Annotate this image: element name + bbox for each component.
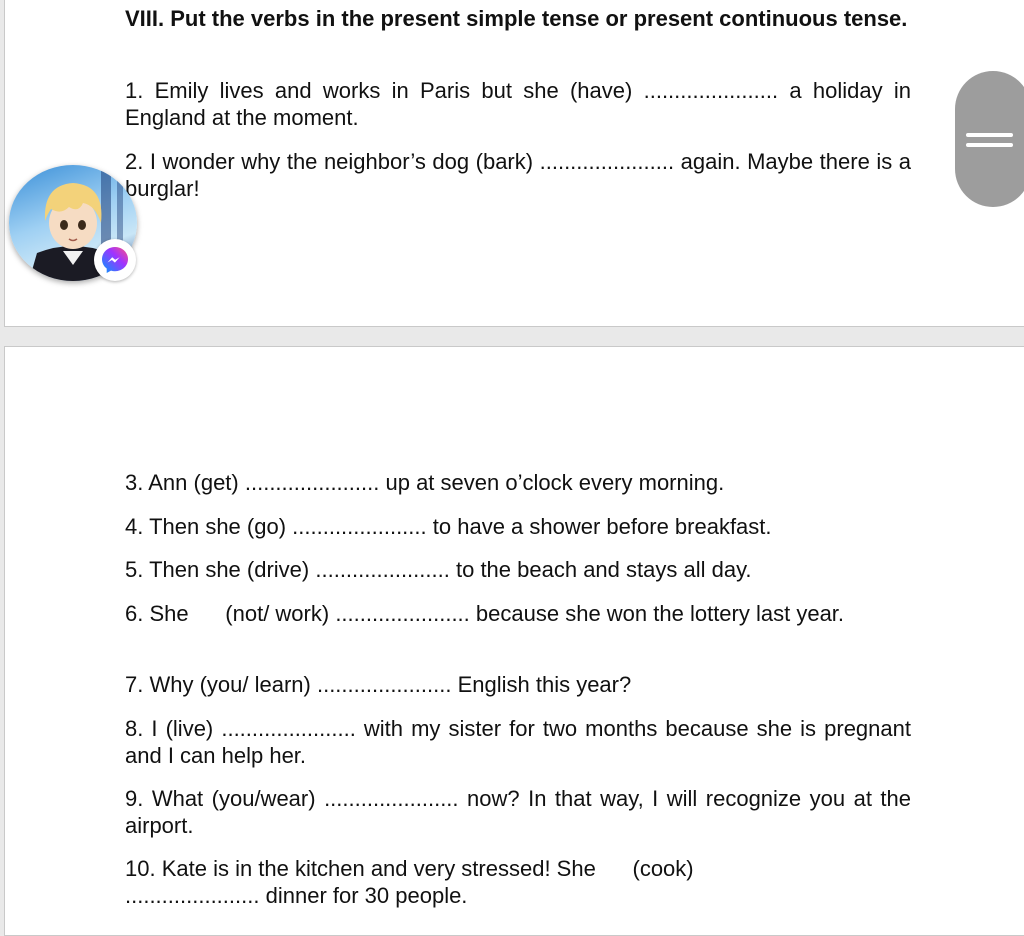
handle-line (966, 133, 1013, 137)
question-9-prompt: 9. What (you/wear) (125, 786, 316, 811)
question-1 (125, 77, 911, 131)
answer-blank: ...................... (316, 672, 452, 697)
question-9 (125, 785, 911, 839)
question-10-rest: dinner for 30 people. (265, 883, 468, 908)
question-5 (125, 556, 911, 583)
question-3 (125, 469, 911, 496)
answer-blank: ...................... (643, 78, 779, 103)
question-9-rest: now? In that way, I will recognize you at the airport. (125, 786, 911, 838)
question-5-prompt: 5. Then she (drive) (125, 557, 310, 582)
question-10-prompt: 10. Kate is in the kitchen and very stressed! She (cook) (125, 856, 694, 881)
question-5-rest: to the beach and stays all day. (455, 557, 752, 582)
answer-blank: ...................... (315, 557, 450, 582)
question-4-prompt: 4. Then she (go) (125, 514, 287, 539)
question-1-rest: a holiday in England at the moment. (125, 78, 911, 130)
question-6 (125, 600, 911, 627)
question-8 (125, 715, 911, 769)
drag-handle-icon[interactable] (955, 71, 1024, 207)
answer-blank: ...................... (324, 786, 459, 811)
worksheet-page-1 (4, 0, 1024, 327)
question-4-rest: to have a shower before breakfast. (432, 514, 772, 539)
question-3-rest: up at seven o’clock every morning. (385, 470, 725, 495)
worksheet-page-2 (4, 346, 1024, 936)
question-8-rest: with my sister for two months because she is pregnant and I can help her. (125, 716, 911, 768)
question-4 (125, 513, 911, 540)
exercise-heading: VIII. Put the verbs in the present simple tense or present continuous tense. (125, 6, 908, 31)
question-6-prompt: 6. She (not/ work) (125, 601, 330, 626)
question-3-prompt: 3. Ann (get) (125, 470, 239, 495)
question-7-rest: English this year? (457, 672, 632, 697)
answer-blank: ...................... (125, 883, 260, 908)
question-10 (125, 855, 911, 909)
question-8-prompt: 8. I (live) (125, 716, 214, 741)
question-2-prompt: 2. I wonder why the neighbor’s dog (bark) (125, 149, 534, 174)
answer-blank: ...................... (539, 149, 675, 174)
answer-blank: ...................... (292, 514, 427, 539)
question-6-rest: because she won the lottery last year. (475, 601, 845, 626)
messenger-icon[interactable] (94, 239, 136, 281)
answer-blank: ...................... (244, 470, 380, 495)
answer-blank: ...................... (335, 601, 470, 626)
answer-blank: ...................... (221, 716, 356, 741)
question-7-prompt: 7. Why (you/ learn) (125, 672, 311, 697)
handle-line (966, 143, 1013, 147)
question-1-prompt: 1. Emily lives and works in Paris but she (have) (125, 78, 633, 103)
messenger-logo-icon (100, 245, 130, 275)
question-2 (125, 148, 911, 202)
question-7 (125, 671, 911, 698)
question-2-rest: again. Maybe there is a burglar! (125, 149, 911, 201)
